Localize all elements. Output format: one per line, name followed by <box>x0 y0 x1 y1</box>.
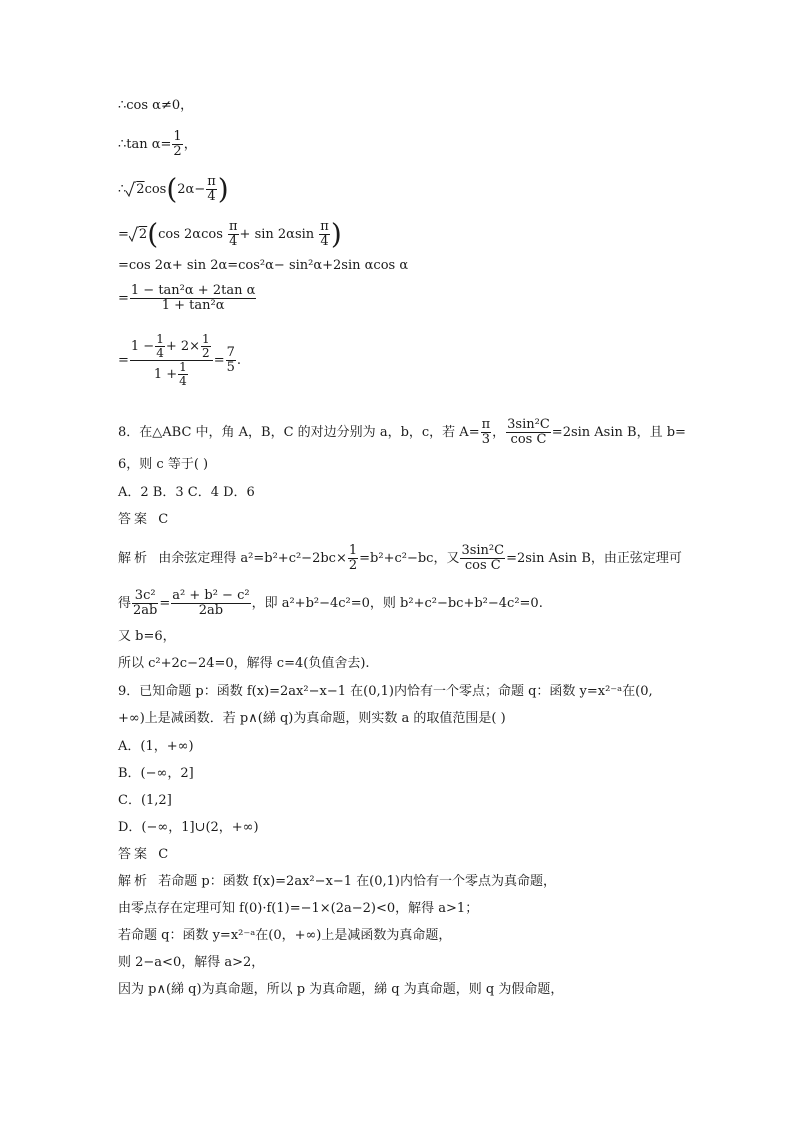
solution-line-tan-fraction: = $\frac{\text{1 − tan²α + 2tan α}}{\text{1 + tan²α}}$ <box>118 283 256 313</box>
solution-line-sqrt-cos: ∴ 2cos(2α− $\frac{\pi}{4}$ ) <box>118 172 229 206</box>
question-9-analysis-5: 因为 p∧(綈 q)为真命题，所以 p 为真命题，綈 q 为真命题，则 q 为假命题， <box>118 982 564 997</box>
question-9-option-d: D．(−∞，1]∪(2，+∞) <box>118 820 259 835</box>
question-8-analysis-4: 所以 c²+2c−24=0，解得 c=4(负值舍去). <box>118 656 370 671</box>
question-8-stem: 8．在△ABC 中，角 A，B，C 的对边分别为 a，b，c，若 A= $\frac{\pi}{3}$ ， $\frac{\text{3sin²C}}{\text{cos C}}$ =2sin Asin B，且 b= <box>118 417 686 447</box>
fraction-cosine-law: $\frac{\text{a² + b² − c²}}{2ab}$ <box>172 588 250 618</box>
fraction-3sin2c-cosc: $\frac{\text{3sin²C}}{\text{cos C}}$ <box>461 543 505 573</box>
right-paren-icon: ) <box>217 172 229 206</box>
fraction-3c2-2ab: $\frac{\text{3c²}}{2ab}$ <box>133 588 158 618</box>
question-9-stem: 9．已知命题 p：函数 f(x)=2ax²−x−1 在(0,1)内恰有一个零点；命题 q：函数 y=x²⁻ᵃ在(0, <box>118 684 653 699</box>
right-paren-icon: ) <box>330 217 342 251</box>
fraction-tan-expression: $\frac{\text{1 − tan²α + 2tan α}}{\text{1 + tan²α}}$ <box>130 283 256 313</box>
question-9-analysis-4: 则 2−a<0，解得 a>2， <box>118 955 265 970</box>
question-9-option-a: A．(1，+∞) <box>118 739 194 754</box>
fraction-one-half: $\frac{1}{2}$ <box>173 129 182 159</box>
fraction-one-half: $\frac{1}{2}$ <box>348 543 358 573</box>
fraction-pi-over-4: $\frac{\pi}{4}$ <box>207 174 216 204</box>
question-9-analysis-1: 解析 若命题 p：函数 f(x)=2ax²−x−1 在(0,1)内恰有一个零点为真命题， <box>118 874 556 889</box>
question-8-options: A．2 B．3 C．4 D．6 <box>118 485 255 500</box>
fraction-compound: 1 − $\frac{1}{4}$ + 2× $\frac{1}{2}$ 1 + $\frac{1}{4}$ <box>130 333 213 388</box>
question-9-analysis-2: 由零点存在定理可知 f(0)·f(1)=−1×(2a−2)<0，解得 a>1； <box>118 901 479 916</box>
solution-line-identity: =cos 2α+ sin 2α=cos²α− sin²α+2sin αcos α <box>118 258 409 273</box>
fraction-pi-over-3: $\frac{\pi}{3}$ <box>481 417 491 447</box>
left-paren-icon: ( <box>166 172 178 206</box>
question-8-analysis-1: 解析 由余弦定理得 a²=b²+c²−2bc× $\frac{1}{2}$ =b²+c²−bc，又 $\frac{\text{3sin²C}}{\text{cos C}}$ =2sin Asin B，由正弦定理可 <box>118 543 682 573</box>
left-paren-icon: ( <box>147 217 159 251</box>
fraction-pi-over-4: $\frac{\pi}{4}$ <box>229 219 238 249</box>
question-8-stem-cont: 6，则 c 等于( ) <box>118 457 209 472</box>
solution-line-tan-value: ∴tan α= $\frac{1}{2}$ ， <box>118 129 197 159</box>
solution-line-cos-nonzero: ∴cos α≠0， <box>118 98 194 113</box>
question-9-analysis-3: 若命题 q：函数 y=x²⁻ᵃ在(0，+∞)上是减函数为真命题， <box>118 928 452 943</box>
question-8-answer: 答案 C <box>118 512 169 527</box>
solution-line-expand: = 2(cos 2αcos $\frac{\pi}{4}$ + sin 2αsin $\frac{\pi}{4}$ ) <box>118 217 342 251</box>
question-9-stem-cont: +∞)上是减函数．若 p∧(綈 q)为真命题，则实数 a 的取值范围是( ) <box>118 711 506 726</box>
fraction-pi-over-4: $\frac{\pi}{4}$ <box>320 219 329 249</box>
solution-line-result: = 1 − $\frac{1}{4}$ + 2× $\frac{1}{2}$ 1 + $\frac{1}{4}$ = $\frac{7}{5}$ . <box>118 332 242 388</box>
question-9-option-c: C．(1,2] <box>118 793 172 808</box>
question-8-analysis-3: 又 b=6， <box>118 629 176 644</box>
question-9-answer: 答案 C <box>118 847 169 862</box>
sqrt-symbol-icon <box>129 225 139 245</box>
sqrt-symbol-icon <box>126 180 136 200</box>
fraction-seven-fifths: $\frac{7}{5}$ <box>226 345 235 375</box>
question-8-analysis-2: 得 $\frac{\text{3c²}}{2ab}$ = $\frac{\text{a² + b² − c²}}{2ab}$ ，即 a²+b²−4c²=0，则 b²+c²−bc+b²−4c²=0. <box>118 588 543 618</box>
fraction-3sin2c-cosc: $\frac{\text{3sin²C}}{\text{cos C}}$ <box>507 417 550 447</box>
question-9-option-b: B．(−∞，2] <box>118 766 194 781</box>
